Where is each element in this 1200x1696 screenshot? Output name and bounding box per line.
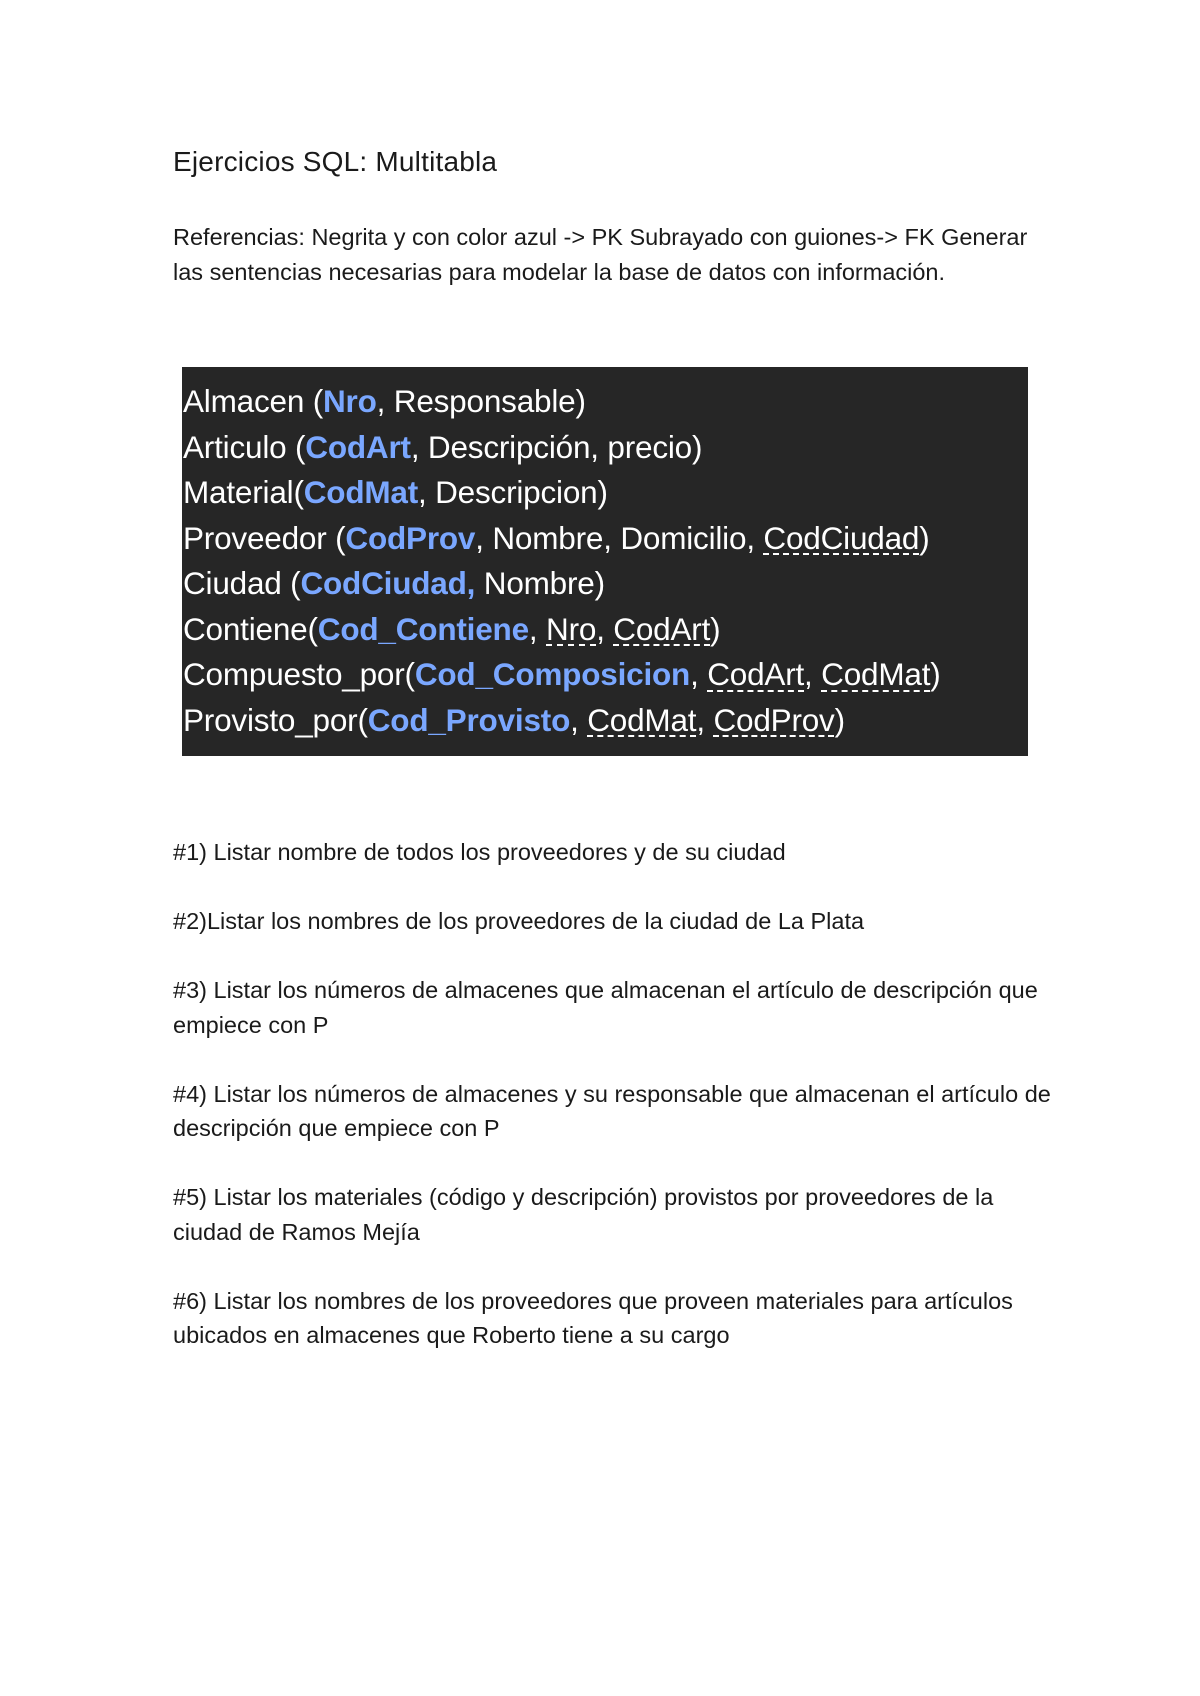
instruction-text: Generar las sentencias necesarias para modelar la base de datos con información.: [173, 224, 1028, 285]
separator: ,: [376, 383, 394, 419]
primary-key: CodMat: [303, 474, 419, 510]
table-name: Almacen: [183, 383, 305, 419]
exercise-4: #4) Listar los números de almacenes y su responsable que almacenan el artículo de descripción que empiece con P: [173, 1080, 1051, 1141]
references-text: Referencias: Negrita y con color azul -> PK Subrayado con guiones-> FK: [173, 224, 935, 250]
foreign-key: CodArt: [707, 656, 805, 692]
primary-key: Cod_Contiene: [317, 610, 529, 647]
attribute: precio: [607, 428, 693, 465]
foreign-key: Nro: [546, 610, 597, 647]
separator: ,: [590, 428, 608, 465]
table-name: Ciudad: [183, 565, 282, 601]
separator: ,: [418, 474, 436, 510]
open-paren: (: [281, 565, 301, 601]
separator: ,: [570, 701, 588, 738]
close-paren: ): [597, 474, 608, 510]
intro-section: [173, 220, 1033, 290]
table-name: Material: [183, 474, 294, 510]
exercise-1: #1) Listar nombre de todos los proveedores y de su ciudad: [173, 839, 786, 865]
open-paren: (: [293, 474, 304, 510]
table-name: Compuesto_por: [183, 656, 405, 692]
schema-table-compuesto_por: [182, 652, 1028, 698]
separator: ,: [696, 701, 714, 738]
table-name: Proveedor: [183, 519, 327, 556]
close-paren: ): [919, 519, 930, 556]
open-paren: (: [326, 519, 346, 556]
primary-key: CodCiudad,: [300, 565, 476, 601]
separator: ,: [410, 428, 428, 465]
foreign-key: CodCiudad: [763, 519, 920, 556]
primary-key: Cod_Provisto: [367, 701, 571, 738]
table-name: Articulo: [183, 428, 287, 465]
schema-table-proveedor: [182, 516, 1028, 562]
attribute: Domicilio: [620, 519, 747, 556]
primary-key: Cod_Composicion: [414, 656, 691, 692]
attribute: Descripcion: [435, 474, 598, 510]
schema-table-almacen: [182, 379, 1028, 425]
exercise-6: #6) Listar los nombres de los proveedores que proveen materiales para artículos ubicados en almacenes que Roberto tiene a su cargo: [173, 1287, 1013, 1348]
schema-table-ciudad: [182, 561, 1028, 607]
schema-table-articulo: [182, 425, 1028, 471]
attribute: Nombre: [492, 519, 604, 556]
separator: ,: [746, 519, 764, 556]
separator: ,: [690, 656, 708, 692]
open-paren: (: [286, 428, 306, 465]
foreign-key: CodMat: [587, 701, 697, 738]
primary-key: Nro: [323, 383, 377, 419]
separator: ,: [804, 656, 822, 692]
open-paren: (: [304, 383, 323, 419]
open-paren: (: [307, 610, 318, 647]
schema-table-material: [182, 470, 1028, 516]
page-title: Ejercicios SQL: Multitabla: [173, 146, 498, 177]
close-paren: ): [930, 656, 941, 692]
table-name: Contiene: [183, 610, 308, 647]
attribute: Descripción: [427, 428, 591, 465]
exercise-2: #2)Listar los nombres de los proveedores de la ciudad de La Plata: [173, 908, 865, 934]
attribute: Nombre: [483, 565, 595, 601]
open-paren: (: [357, 701, 368, 738]
table-name: Provisto_por: [183, 701, 358, 738]
exercise-list: [173, 835, 1053, 1387]
separator: ,: [528, 610, 547, 647]
exercise-3: #3) Listar los números de almacenes que almacenan el artículo de descripción que empiece con P: [173, 977, 1038, 1038]
separator: ,: [596, 610, 614, 647]
separator: ,: [603, 519, 621, 556]
primary-key: CodArt: [305, 428, 411, 465]
foreign-key: CodMat: [821, 656, 931, 692]
close-paren: ): [710, 610, 721, 647]
foreign-key: CodProv: [713, 701, 835, 738]
close-paren: ): [594, 565, 605, 601]
schema-diagram: [182, 367, 1028, 756]
open-paren: (: [404, 656, 415, 692]
separator: [475, 565, 484, 601]
close-paren: ): [834, 701, 845, 738]
schema-table-provisto_por: [182, 698, 1028, 744]
attribute: Responsable: [393, 383, 576, 419]
exercise-5: #5) Listar los materiales (código y descripción) provistos por proveedores de la ciudad de Ramos Mejía: [173, 1184, 994, 1245]
schema-table-contiene: [182, 607, 1028, 653]
close-paren: ): [692, 428, 703, 465]
foreign-key: CodArt: [613, 610, 711, 647]
separator: ,: [475, 519, 493, 556]
close-paren: ): [575, 383, 586, 419]
primary-key: CodProv: [345, 519, 476, 556]
